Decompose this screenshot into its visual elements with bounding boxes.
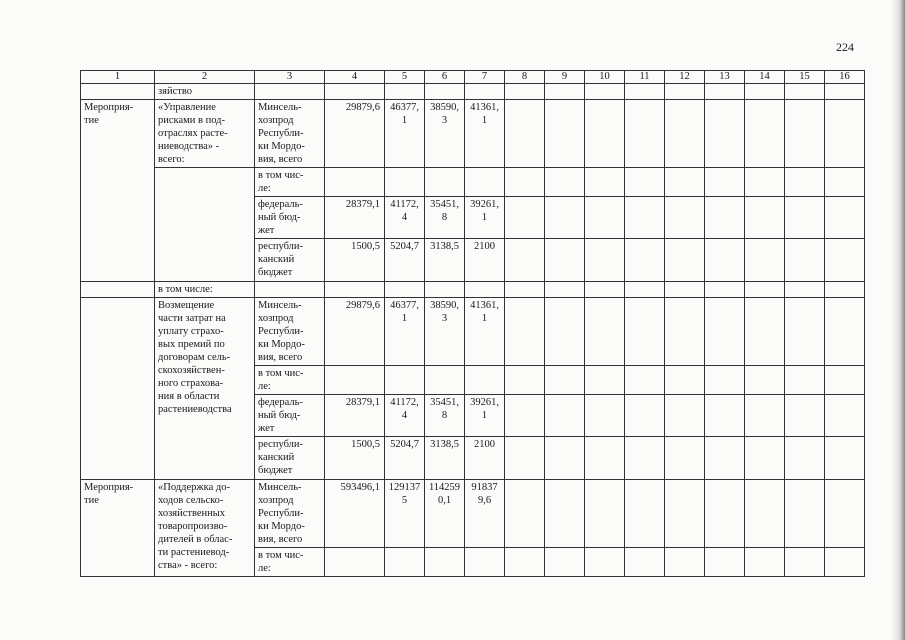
empty-cell <box>705 282 745 298</box>
empty-cell <box>545 168 585 197</box>
empty-cell <box>745 239 785 282</box>
empty-cell <box>825 366 865 395</box>
empty-cell <box>785 239 825 282</box>
empty-cell <box>665 480 705 548</box>
value-col-7: 41361, 1 <box>465 100 505 168</box>
empty-cell <box>505 84 545 100</box>
block2-row-0 <box>81 298 865 366</box>
empty-cell <box>705 197 745 239</box>
executor-cell: республи- канский бюджет <box>255 437 325 480</box>
executor-cell: Минсель- хозпрод Республи- ки Мордо- вия, всего <box>255 298 325 366</box>
empty-cell <box>625 480 665 548</box>
empty-cell <box>785 282 825 298</box>
value-col-6 <box>425 548 465 577</box>
empty-cell <box>665 437 705 480</box>
empty-cell <box>705 366 745 395</box>
empty-cell <box>545 282 585 298</box>
value-col-5: 41172, 4 <box>385 395 425 437</box>
empty-cell <box>585 84 625 100</box>
empty-cell <box>705 239 745 282</box>
empty-cell <box>625 168 665 197</box>
empty-cell <box>745 437 785 480</box>
header-row <box>81 71 865 84</box>
block3-row-0 <box>81 480 865 548</box>
empty-cell <box>745 366 785 395</box>
empty-cell <box>545 298 585 366</box>
empty-cell <box>255 84 325 100</box>
column-header-14: 14 <box>745 71 785 84</box>
item-title-cell: «Поддержка до- ходов сельско- хозяйственных товаропроизво- дителей в облас- ти растениевод- ства» - всего: <box>155 480 255 577</box>
empty-title-cell <box>155 168 255 282</box>
item-title-cell: «Управление рисками в под- отраслях расте- ниеводства» - всего: <box>155 100 255 168</box>
value-col-5: 46377, 1 <box>385 100 425 168</box>
empty-cell <box>785 480 825 548</box>
empty-cell <box>505 395 545 437</box>
value-col-6 <box>425 168 465 197</box>
empty-cell <box>705 548 745 577</box>
value-col-6: 35451, 8 <box>425 197 465 239</box>
empty-cell <box>665 395 705 437</box>
value-col-5: 5204,7 <box>385 239 425 282</box>
empty-cell <box>545 84 585 100</box>
executor-cell: республи- канский бюджет <box>255 239 325 282</box>
empty-cell <box>665 100 705 168</box>
value-col-6: 38590, 3 <box>425 298 465 366</box>
value-col-7: 39261, 1 <box>465 197 505 239</box>
empty-cell <box>505 366 545 395</box>
executor-cell: федераль- ный бюд- жет <box>255 197 325 239</box>
value-col-4: 29879,6 <box>325 100 385 168</box>
empty-cell <box>625 437 665 480</box>
empty-cell <box>825 395 865 437</box>
empty-cell <box>825 282 865 298</box>
empty-cell <box>825 437 865 480</box>
empty-cell <box>585 395 625 437</box>
item-title-cell: Возмещение части затрат на уплату страхо- вых премий по договорам сель- скохозяйствен- ного страхова- ния в области растениеводства <box>155 298 255 480</box>
column-header-2: 2 <box>155 71 255 84</box>
empty-cell <box>255 282 325 298</box>
value-col-4: 28379,1 <box>325 197 385 239</box>
column-header-15: 15 <box>785 71 825 84</box>
empty-cell <box>505 480 545 548</box>
value-col-7 <box>465 548 505 577</box>
empty-cell <box>705 437 745 480</box>
column-header-1: 1 <box>81 71 155 84</box>
empty-cell <box>825 168 865 197</box>
value-col-6: 114259 0,1 <box>425 480 465 548</box>
empty-cell <box>785 298 825 366</box>
empty-cell <box>625 239 665 282</box>
empty-cell <box>81 282 155 298</box>
value-col-7: 91837 9,6 <box>465 480 505 548</box>
budget-table <box>80 70 865 577</box>
value-col-4: 593496,1 <box>325 480 385 548</box>
column-header-13: 13 <box>705 71 745 84</box>
empty-cell <box>665 197 705 239</box>
empty-cell <box>625 395 665 437</box>
item-type-cell: Мероприя- тие <box>81 480 155 577</box>
value-col-4: 29879,6 <box>325 298 385 366</box>
empty-cell <box>785 437 825 480</box>
value-col-6: 3138,5 <box>425 239 465 282</box>
empty-cell <box>745 100 785 168</box>
empty-cell <box>325 84 385 100</box>
empty-cell <box>465 282 505 298</box>
empty-cell <box>585 480 625 548</box>
empty-cell <box>505 437 545 480</box>
empty-cell <box>745 480 785 548</box>
value-col-6 <box>425 366 465 395</box>
empty-cell <box>425 282 465 298</box>
empty-cell <box>545 239 585 282</box>
value-col-6: 38590, 3 <box>425 100 465 168</box>
item-type-cell: Мероприя- тие <box>81 100 155 282</box>
empty-cell <box>505 298 545 366</box>
empty-cell <box>625 282 665 298</box>
empty-cell <box>745 298 785 366</box>
executor-cell: в том чис- ле: <box>255 548 325 577</box>
empty-cell <box>745 282 785 298</box>
empty-cell <box>625 298 665 366</box>
column-header-9: 9 <box>545 71 585 84</box>
value-col-7: 41361, 1 <box>465 298 505 366</box>
empty-cell <box>585 168 625 197</box>
block1-row-1 <box>81 168 865 197</box>
value-col-5: 5204,7 <box>385 437 425 480</box>
column-header-3: 3 <box>255 71 325 84</box>
empty-cell <box>665 84 705 100</box>
empty-cell <box>785 395 825 437</box>
value-col-4: 1500,5 <box>325 437 385 480</box>
empty-cell <box>585 239 625 282</box>
empty-cell <box>465 84 505 100</box>
value-col-5 <box>385 548 425 577</box>
column-header-8: 8 <box>505 71 545 84</box>
empty-cell <box>545 197 585 239</box>
executor-cell: в том чис- ле: <box>255 168 325 197</box>
value-col-7: 2100 <box>465 437 505 480</box>
empty-cell <box>545 366 585 395</box>
empty-cell <box>665 366 705 395</box>
empty-cell <box>665 298 705 366</box>
empty-cell <box>825 480 865 548</box>
sub-label-row <box>81 282 865 298</box>
scan-binding-shadow <box>891 0 905 640</box>
value-col-7: 2100 <box>465 239 505 282</box>
executor-cell: федераль- ный бюд- жет <box>255 395 325 437</box>
empty-cell <box>81 84 155 100</box>
value-col-5 <box>385 168 425 197</box>
block1-row-0 <box>81 100 865 168</box>
column-header-12: 12 <box>665 71 705 84</box>
empty-cell <box>785 548 825 577</box>
column-header-6: 6 <box>425 71 465 84</box>
empty-cell <box>785 84 825 100</box>
empty-cell <box>665 548 705 577</box>
empty-cell <box>545 480 585 548</box>
column-header-11: 11 <box>625 71 665 84</box>
empty-cell <box>705 100 745 168</box>
empty-cell <box>745 84 785 100</box>
empty-cell <box>545 437 585 480</box>
empty-cell <box>785 366 825 395</box>
value-col-4: 28379,1 <box>325 395 385 437</box>
value-col-6: 3138,5 <box>425 437 465 480</box>
column-header-5: 5 <box>385 71 425 84</box>
empty-cell <box>625 366 665 395</box>
empty-cell <box>585 197 625 239</box>
carry-over-text: зяйство <box>155 84 255 100</box>
value-col-6: 35451, 8 <box>425 395 465 437</box>
empty-cell <box>505 239 545 282</box>
value-col-5 <box>385 366 425 395</box>
column-header-7: 7 <box>465 71 505 84</box>
empty-cell <box>585 282 625 298</box>
empty-cell <box>625 84 665 100</box>
empty-cell <box>625 100 665 168</box>
empty-cell <box>585 298 625 366</box>
empty-cell <box>705 298 745 366</box>
empty-cell <box>625 197 665 239</box>
empty-cell <box>585 366 625 395</box>
empty-cell <box>745 197 785 239</box>
empty-cell <box>785 197 825 239</box>
empty-cell <box>505 197 545 239</box>
executor-cell: Минсель- хозпрод Республи- ки Мордо- вия, всего <box>255 480 325 548</box>
carry-over-row <box>81 84 865 100</box>
empty-cell <box>545 395 585 437</box>
value-col-4 <box>325 168 385 197</box>
empty-type-cell <box>81 298 155 480</box>
page-number: 224 <box>836 40 854 54</box>
empty-cell <box>825 298 865 366</box>
value-col-5: 129137 5 <box>385 480 425 548</box>
empty-cell <box>825 197 865 239</box>
empty-cell <box>385 84 425 100</box>
empty-cell <box>785 100 825 168</box>
empty-cell <box>385 282 425 298</box>
value-col-7 <box>465 366 505 395</box>
column-header-16: 16 <box>825 71 865 84</box>
empty-cell <box>505 282 545 298</box>
empty-cell <box>825 100 865 168</box>
value-col-4 <box>325 548 385 577</box>
empty-cell <box>625 548 665 577</box>
empty-cell <box>545 548 585 577</box>
empty-cell <box>585 437 625 480</box>
empty-cell <box>325 282 385 298</box>
empty-cell <box>505 548 545 577</box>
column-header-4: 4 <box>325 71 385 84</box>
empty-cell <box>705 395 745 437</box>
empty-cell <box>585 100 625 168</box>
empty-cell <box>705 84 745 100</box>
value-col-7: 39261, 1 <box>465 395 505 437</box>
empty-cell <box>825 84 865 100</box>
empty-cell <box>545 100 585 168</box>
empty-cell <box>505 168 545 197</box>
empty-cell <box>705 168 745 197</box>
executor-cell: в том чис- ле: <box>255 366 325 395</box>
column-header-10: 10 <box>585 71 625 84</box>
empty-cell <box>665 239 705 282</box>
empty-cell <box>425 84 465 100</box>
empty-cell <box>825 239 865 282</box>
empty-cell <box>665 168 705 197</box>
empty-cell <box>705 480 745 548</box>
value-col-4: 1500,5 <box>325 239 385 282</box>
value-col-4 <box>325 366 385 395</box>
value-col-7 <box>465 168 505 197</box>
empty-cell <box>505 100 545 168</box>
value-col-5: 41172, 4 <box>385 197 425 239</box>
empty-cell <box>785 168 825 197</box>
sub-label: в том числе: <box>155 282 255 298</box>
empty-cell <box>745 395 785 437</box>
empty-cell <box>665 282 705 298</box>
empty-cell <box>585 548 625 577</box>
empty-cell <box>745 168 785 197</box>
empty-cell <box>825 548 865 577</box>
value-col-5: 46377, 1 <box>385 298 425 366</box>
empty-cell <box>745 548 785 577</box>
executor-cell: Минсель- хозпрод Республи- ки Мордо- вия, всего <box>255 100 325 168</box>
